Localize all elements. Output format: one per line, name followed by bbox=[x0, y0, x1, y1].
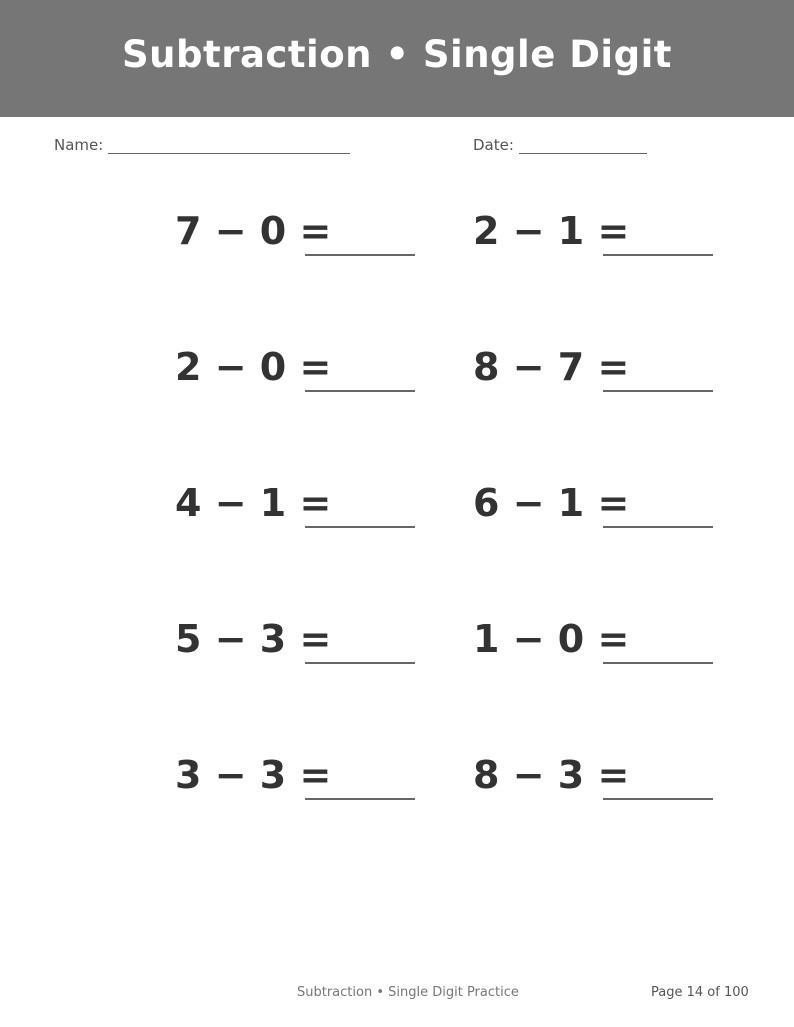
name-label: Name: bbox=[54, 136, 104, 154]
problem-minuend: 4 bbox=[175, 481, 202, 525]
problem-equation bbox=[175, 481, 332, 525]
problem-equals-sign: = bbox=[299, 209, 332, 253]
problem-minuend: 8 bbox=[473, 753, 500, 797]
problem-item bbox=[473, 196, 713, 256]
problem-operator: − bbox=[512, 481, 545, 525]
problem-equals-sign: = bbox=[299, 617, 332, 661]
page-header bbox=[0, 0, 794, 117]
problem-equals-sign: = bbox=[597, 617, 630, 661]
problem-equals-sign: = bbox=[597, 209, 630, 253]
problem-operator: − bbox=[512, 617, 545, 661]
problem-item bbox=[473, 740, 713, 800]
problem-operator: − bbox=[214, 345, 247, 389]
problem-operator: − bbox=[214, 209, 247, 253]
problem-subtrahend: 3 bbox=[259, 617, 287, 661]
footer-title: Subtraction • Single Digit Practice bbox=[297, 985, 519, 1000]
problem-subtrahend: 0 bbox=[259, 209, 287, 253]
problem-subtrahend: 3 bbox=[259, 753, 287, 797]
answer-blank-line[interactable] bbox=[305, 254, 415, 256]
problem-operator: − bbox=[512, 345, 545, 389]
problem-item bbox=[175, 604, 415, 664]
problem-equation bbox=[175, 753, 332, 797]
name-blank-line[interactable] bbox=[108, 139, 350, 154]
problem-equation bbox=[175, 209, 332, 253]
problem-operator: − bbox=[214, 753, 247, 797]
page-number: Page 14 of 100 bbox=[651, 985, 749, 1000]
problem-equals-sign: = bbox=[299, 345, 332, 389]
problem-equation bbox=[473, 753, 630, 797]
problem-equation bbox=[473, 345, 630, 389]
date-field[interactable] bbox=[473, 136, 647, 154]
date-label: Date: bbox=[473, 136, 514, 154]
answer-blank-line[interactable] bbox=[305, 798, 415, 800]
problem-item bbox=[473, 604, 713, 664]
problem-item bbox=[473, 468, 713, 528]
problem-minuend: 2 bbox=[473, 209, 500, 253]
problem-equals-sign: = bbox=[597, 753, 630, 797]
problem-item bbox=[175, 332, 415, 392]
problem-subtrahend: 0 bbox=[259, 345, 287, 389]
problem-equation bbox=[473, 481, 630, 525]
page-title: Subtraction • Single Digit bbox=[122, 33, 672, 76]
problem-minuend: 5 bbox=[175, 617, 202, 661]
answer-blank-line[interactable] bbox=[305, 662, 415, 664]
answer-blank-line[interactable] bbox=[603, 662, 713, 664]
problem-subtrahend: 3 bbox=[557, 753, 585, 797]
problem-equals-sign: = bbox=[299, 753, 332, 797]
problem-equation bbox=[175, 345, 332, 389]
problem-subtrahend: 1 bbox=[557, 209, 585, 253]
problem-equals-sign: = bbox=[299, 481, 332, 525]
answer-blank-line[interactable] bbox=[603, 526, 713, 528]
problem-item bbox=[175, 740, 415, 800]
problem-operator: − bbox=[214, 617, 247, 661]
problem-equation bbox=[473, 209, 630, 253]
problem-subtrahend: 7 bbox=[557, 345, 585, 389]
date-blank-line[interactable] bbox=[519, 139, 647, 154]
problem-item bbox=[473, 332, 713, 392]
answer-blank-line[interactable] bbox=[305, 390, 415, 392]
problem-equals-sign: = bbox=[597, 345, 630, 389]
problem-subtrahend: 1 bbox=[557, 481, 585, 525]
problem-equals-sign: = bbox=[597, 481, 630, 525]
problem-minuend: 3 bbox=[175, 753, 202, 797]
answer-blank-line[interactable] bbox=[603, 390, 713, 392]
problem-operator: − bbox=[512, 209, 545, 253]
problem-equation bbox=[175, 617, 332, 661]
problem-operator: − bbox=[512, 753, 545, 797]
problem-minuend: 8 bbox=[473, 345, 500, 389]
problem-item bbox=[175, 196, 415, 256]
answer-blank-line[interactable] bbox=[603, 254, 713, 256]
answer-blank-line[interactable] bbox=[305, 526, 415, 528]
problem-equation bbox=[473, 617, 630, 661]
problem-subtrahend: 0 bbox=[557, 617, 585, 661]
name-field[interactable] bbox=[54, 136, 350, 154]
problem-minuend: 2 bbox=[175, 345, 202, 389]
answer-blank-line[interactable] bbox=[603, 798, 713, 800]
problem-operator: − bbox=[214, 481, 247, 525]
problem-minuend: 1 bbox=[473, 617, 500, 661]
problem-minuend: 6 bbox=[473, 481, 500, 525]
problem-item bbox=[175, 468, 415, 528]
problem-subtrahend: 1 bbox=[259, 481, 287, 525]
problem-minuend: 7 bbox=[175, 209, 202, 253]
